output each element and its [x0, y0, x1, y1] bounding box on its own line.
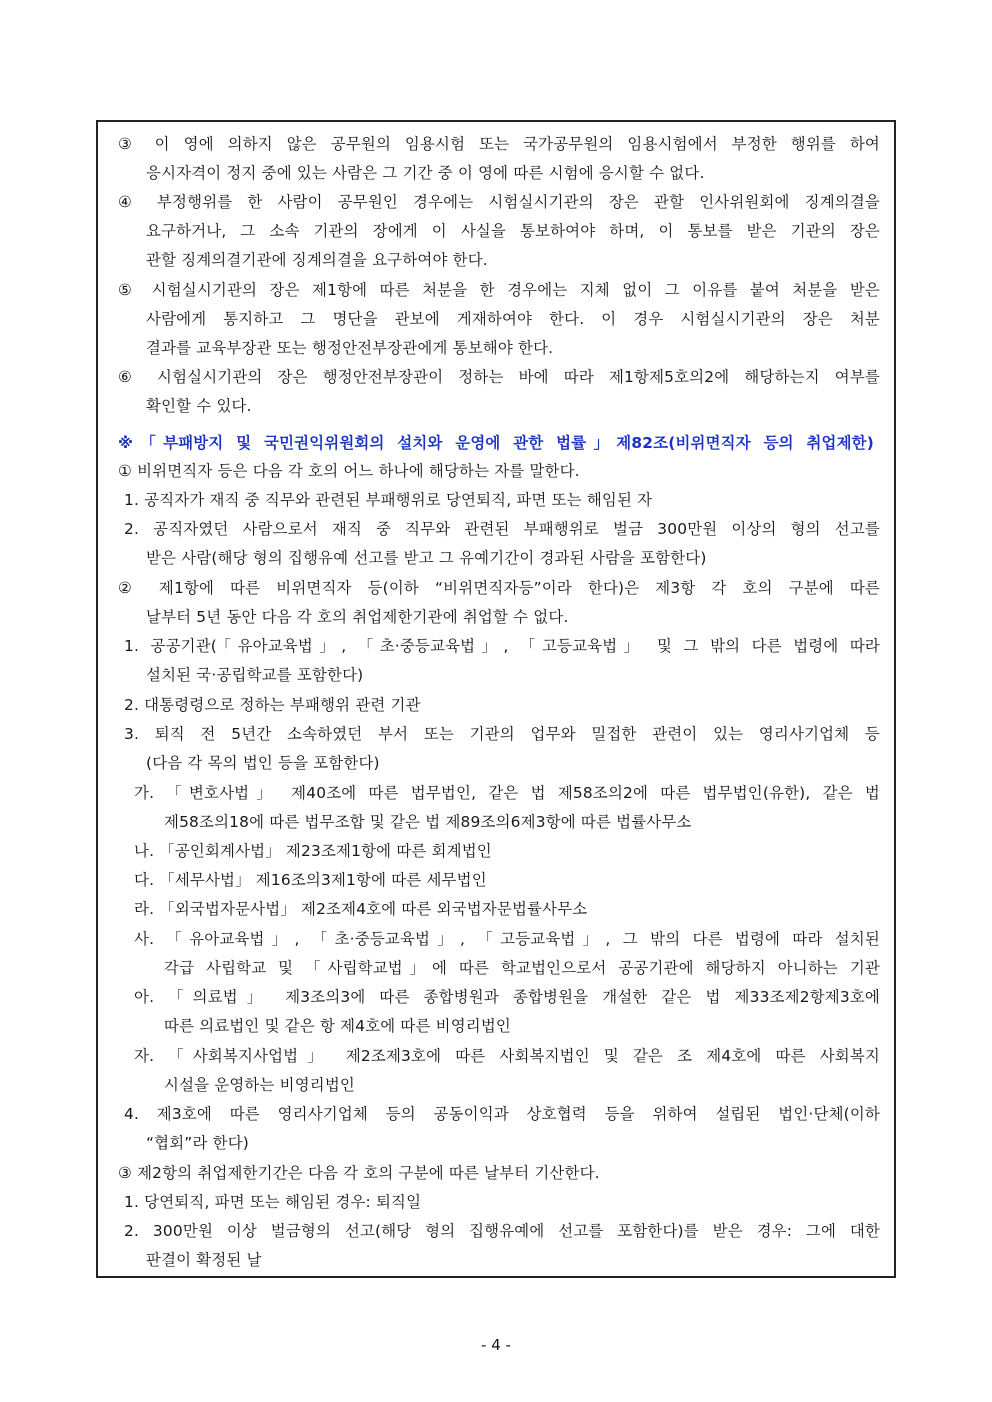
paragraph-4-line-1: ④ 부정행위를 한 사람이 공무원인 경우에는 시험실시기관의 장은 관할 인사위원회에 징계의결을 — [118, 193, 880, 211]
article-3-item-1: 1. 당연퇴직, 파면 또는 해임된 경우: 퇴직일 — [124, 1193, 422, 1211]
article-2-item-1-line-2: 설치된 국·공립학교를 포함한다) — [146, 666, 364, 684]
sub-item-na: 나. 「공인회계사법」 제23조제1항에 따른 회계법인 — [134, 842, 492, 860]
sub-item-a-line-1: 아. 「의료법」 제3조의3에 따른 종합병원과 종합병원을 개설한 같은 법 제33조제2항제3호에 — [134, 988, 880, 1006]
article-1-item-2-line-2: 받은 사람(해당 형의 집행유예 선고를 받고 그 유예기간이 경과된 사람을 포함한다) — [146, 549, 707, 567]
article-2-item-2: 2. 대통령령으로 정하는 부패행위 관련 기관 — [124, 696, 421, 714]
sub-item-ga-line-1: 가. 「변호사법」 제40조에 따른 법무법인, 같은 법 제58조의2에 따른 법무법인(유한), 같은 법 — [134, 784, 880, 802]
article-2-item-3-line-1: 3. 퇴직 전 5년간 소속하였던 부서 또는 기관의 업무와 밀접한 관련이 있는 영리사기업체 등 — [124, 725, 880, 743]
paragraph-5-line-2: 사람에게 통지하고 그 명단을 관보에 게재하여야 한다. 이 경우 시험실시기관의 장은 처분 — [146, 310, 880, 328]
article-3: ③ 제2항의 취업제한기간은 다음 각 호의 구분에 따른 날부터 기산한다. — [118, 1164, 600, 1182]
article-2-item-1-line-1: 1. 공공기관(「유아교육법」, 「초·중등교육법」, 「고등교육법」 및 그 밖의 다른 법령에 따라 — [124, 637, 880, 655]
article-2-line-2: 날부터 5년 동안 다음 각 호의 취업제한기관에 취업할 수 없다. — [146, 608, 569, 626]
sub-item-sa-line-1: 사. 「유아교육법」, 「초·중등교육법」, 「고등교육법」, 그 밖의 다른 법령에 따라 설치된 — [134, 930, 880, 948]
article-2-line-1: ② 제1항에 따른 비위면직자 등(이하 “비위면직자등”이라 한다)은 제3항 각 호의 구분에 따른 — [118, 579, 880, 597]
sub-item-da: 다. 「세무사법」 제16조의3제1항에 따른 세무법인 — [134, 871, 487, 889]
paragraph-3-line-1: ③ 이 영에 의하지 않은 공무원의 임용시험 또는 국가공무원의 임용시험에서 부정한 행위를 하여 — [118, 135, 880, 153]
sub-item-ja-line-2: 시설을 운영하는 비영리법인 — [164, 1076, 355, 1094]
article-1: ① 비위면직자 등은 다음 각 호의 어느 하나에 해당하는 자를 말한다. — [118, 462, 580, 480]
sub-item-a-line-2: 따른 의료법인 및 같은 항 제4호에 따른 비영리법인 — [164, 1017, 511, 1035]
sub-item-sa-line-2: 각급 사립학교 및 「사립학교법」에 따른 학교법인으로서 공공기관에 해당하지 아니하는 기관 — [164, 959, 880, 977]
article-2-item-3-line-2: (다음 각 목의 법인 등을 포함한다) — [146, 754, 380, 772]
paragraph-5-line-3: 결과를 교육부장관 또는 행정안전부장관에게 통보해야 한다. — [146, 339, 554, 357]
article-1-item-1: 1. 공직자가 재직 중 직무와 관련된 부패행위로 당연퇴직, 파면 또는 해임된 자 — [124, 491, 653, 509]
sub-item-ra: 라. 「외국법자문사법」 제2조제4호에 따른 외국법자문법률사무소 — [134, 900, 588, 918]
article-2-item-4-line-2: “협회”라 한다) — [146, 1134, 249, 1152]
sub-item-ja-line-1: 자. 「사회복지사업법」 제2조제3호에 따른 사회복지법인 및 같은 조 제4호에 따른 사회복지 — [134, 1047, 880, 1065]
paragraph-4-line-3: 관할 징계의결기관에 징계의결을 요구하여야 한다. — [146, 251, 488, 269]
page-number: - 4 - — [481, 1336, 511, 1354]
article-3-item-2-line-2: 판결이 확정된 날 — [146, 1251, 262, 1269]
article-3-item-2-line-1: 2. 300만원 이상 벌금형의 선고(해당 형의 집행유예에 선고를 포함한다)를 받은 경우: 그에 대한 — [124, 1222, 880, 1240]
law-title: ※「부패방지 및 국민권익위원회의 설치와 운영에 관한 법률」제82조(비위면직자 등의 취업제한) — [118, 434, 874, 452]
article-1-item-2-line-1: 2. 공직자였던 사람으로서 재직 중 직무와 관련된 부패행위로 벌금 300만원 이상의 형의 선고를 — [124, 520, 880, 538]
paragraph-6-line-2: 확인할 수 있다. — [146, 397, 252, 415]
paragraph-5-line-1: ⑤ 시험실시기관의 장은 제1항에 따른 처분을 한 경우에는 지체 없이 그 이유를 붙여 처분을 받은 — [118, 281, 880, 299]
paragraph-6-line-1: ⑥ 시험실시기관의 장은 행정안전부장관이 정하는 바에 따라 제1항제5호의2에 해당하는지 여부를 — [118, 368, 880, 386]
sub-item-ga-line-2: 제58조의18에 따른 법무조합 및 같은 법 제89조의6제3항에 따른 법률사무소 — [164, 813, 692, 831]
article-2-item-4-line-1: 4. 제3호에 따른 영리사기업체 등의 공동이익과 상호협력 등을 위하여 설립된 법인·단체(이하 — [124, 1105, 880, 1123]
paragraph-3-line-2: 응시자격이 정지 중에 있는 사람은 그 기간 중 이 영에 따른 시험에 응시할 수 없다. — [146, 164, 705, 182]
paragraph-4-line-2: 요구하거나, 그 소속 기관의 장에게 이 사실을 통보하여야 하며, 이 통보를 받은 기관의 장은 — [146, 222, 880, 240]
